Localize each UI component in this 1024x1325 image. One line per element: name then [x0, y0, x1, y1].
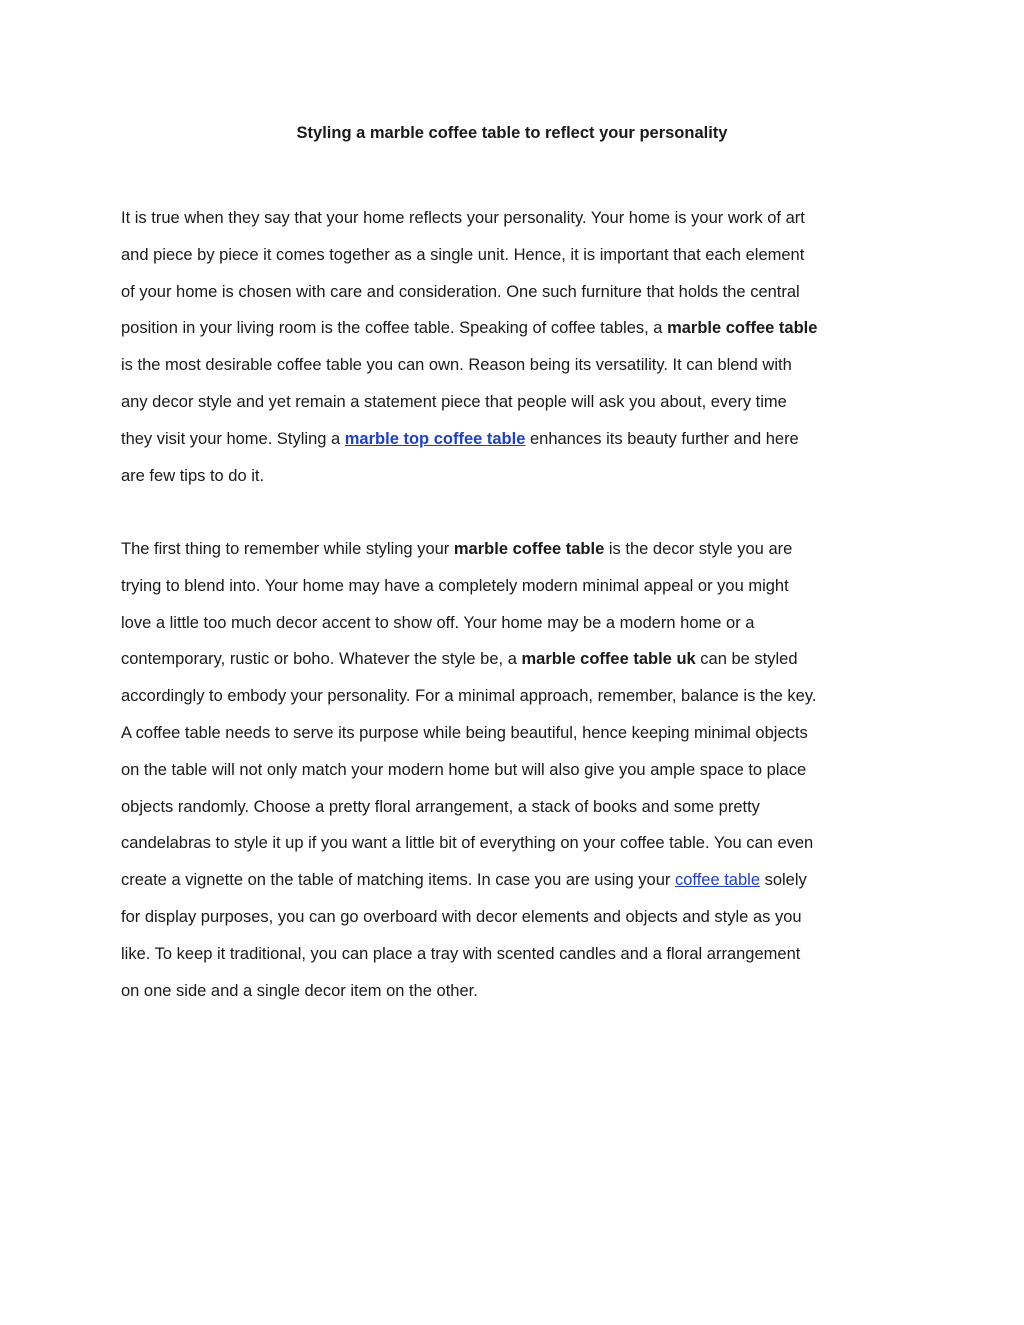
inline-link[interactable]: coffee table	[674, 871, 760, 890]
text-run: A coffee table needs to serve its purpose while being beautiful, hence keeping minimal objects	[121, 723, 808, 742]
text-line	[121, 789, 906, 826]
text-run: solely	[760, 871, 807, 890]
text-run: they visit your home. Styling a	[121, 429, 345, 448]
text-run: on one side and a single decor item on the other.	[121, 981, 478, 1000]
text-line	[121, 274, 906, 311]
text-run: The first thing to remember while styling your	[121, 540, 454, 558]
text-line	[121, 899, 906, 936]
text-run: contemporary, rustic or boho. Whatever the style be, a	[121, 650, 522, 669]
bold-keyword: marble coffee table uk	[521, 650, 696, 669]
text-run: for display purposes, you can go overboard with decor elements and objects and style as you	[121, 907, 802, 926]
text-run: is the most desirable coffee table you can own. Reason being its versatility. It can blend with	[121, 356, 792, 375]
text-run: It is true when they say that your home reflects your personality. Your home is your work of art	[121, 209, 805, 227]
text-line	[121, 862, 906, 899]
text-line	[121, 936, 906, 973]
text-run: enhances its beauty further and here	[525, 429, 799, 448]
text-line	[121, 973, 906, 1010]
inline-link[interactable]: marble top coffee table	[344, 429, 526, 448]
text-line	[121, 568, 906, 605]
text-line	[121, 384, 906, 421]
text-run: is the decor style you are	[604, 540, 793, 558]
text-run: on the table will not only match your modern home but will also give you ample space to place	[121, 760, 807, 779]
text-run: objects randomly. Choose a pretty floral arrangement, a stack of books and some pretty	[121, 797, 760, 816]
text-run: can be styled	[695, 650, 798, 669]
text-line	[121, 825, 906, 862]
bold-keyword: marble coffee table	[453, 540, 605, 558]
text-line	[121, 310, 906, 347]
text-run: and piece by piece it comes together as a single unit. Hence, it is important that each element	[121, 245, 805, 264]
text-line	[121, 200, 906, 237]
text-run: of your home is chosen with care and consideration. One such furniture that holds the central	[121, 282, 800, 301]
text-line	[121, 347, 906, 384]
text-run: position in your living room is the coffee table. Speaking of coffee tables, a	[121, 319, 668, 338]
text-line	[121, 641, 906, 678]
document-title: Styling a marble coffee table to reflect your personality	[296, 124, 728, 142]
text-run: trying to blend into. Your home may have a completely modern minimal appeal or you might	[121, 576, 789, 595]
text-line	[121, 421, 906, 458]
text-line	[121, 458, 906, 495]
text-run: candelabras to style it up if you want a little bit of everything on your coffee table. You can even	[121, 834, 814, 853]
bold-keyword: marble coffee table	[667, 319, 818, 338]
text-run: like. To keep it traditional, you can place a tray with scented candles and a floral arrangement	[121, 944, 801, 963]
text-run: are few tips to do it.	[121, 466, 265, 485]
paragraph-intro	[121, 200, 906, 494]
text-line	[121, 605, 906, 642]
text-line	[121, 752, 906, 789]
text-run: accordingly to embody your personality. For a minimal approach, remember, balance is the key.	[121, 687, 817, 706]
text-line	[121, 715, 906, 752]
text-run: create a vignette on the table of matching items. In case you are using your	[121, 871, 675, 890]
text-line	[121, 237, 906, 274]
text-line	[121, 531, 906, 568]
text-run: any decor style and yet remain a statement piece that people will ask you about, every time	[121, 392, 787, 411]
paragraph-styling-tips	[121, 531, 906, 1009]
text-line	[121, 678, 906, 715]
text-run: love a little too much decor accent to show off. Your home may be a modern home or a	[121, 613, 755, 632]
